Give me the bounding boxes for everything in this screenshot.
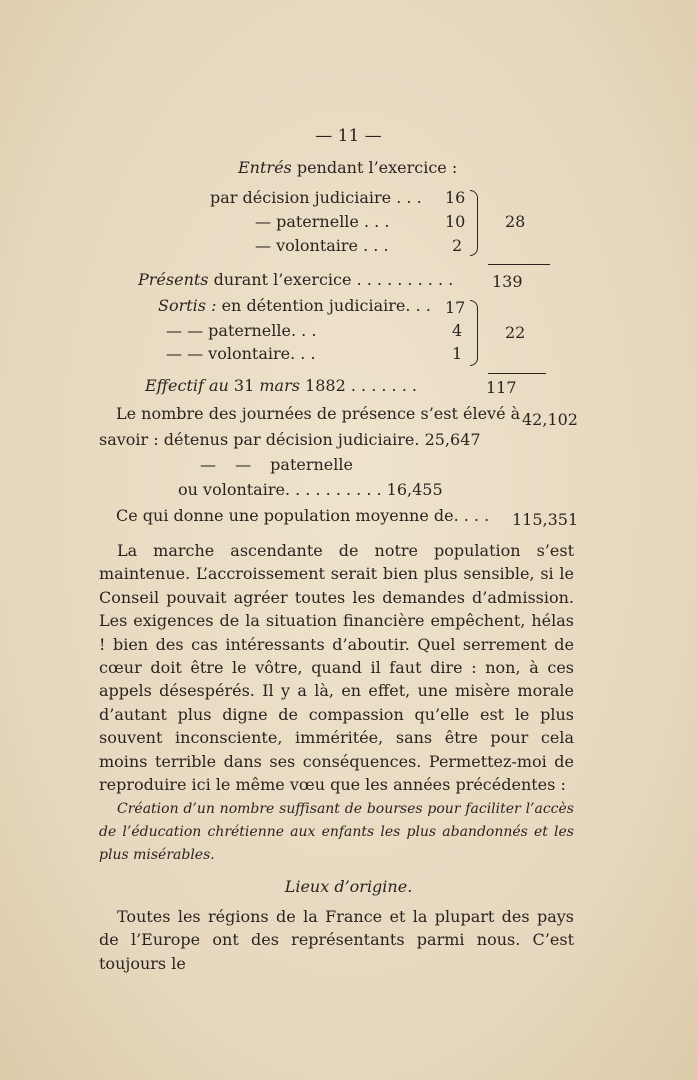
effectif-label-rest: 1882 . . . . . . . (299, 376, 417, 395)
entries-heading (238, 158, 457, 178)
journees-line-4: ou volontaire. . . . . . . . . . 16,455 (178, 480, 443, 499)
entries-row-2-label: — paternelle . . . (255, 212, 390, 231)
journees-average: 115,351 (512, 510, 579, 529)
sortis-row-1-value: 17 (445, 298, 466, 317)
paragraph-origins-text: Toutes les régions de la France et la plupart des pays de l’Europe ont des représentants parmi nous. C’est toujours le (99, 907, 574, 973)
entries-heading-rest: pendant l’exercice : (291, 158, 458, 177)
entries-row-1-label: par décision judiciaire . . . (210, 188, 422, 207)
paragraph-population-text: La marche ascendante de notre population s’est maintenue. L’accroissement serait bien plus sensible, si le Conseil pouvait agréer toutes les demandes d’admission. Les exigences de la situation financière empêchent, hélas ! bien des cas intéressants d’aboutir. Quel serrement de cœur doit être le vôtre, quand il faut dire : non, à ces appels désespérés. Il y a là, en effet, une misère morale d’autant plus digne de compassion qu’elle est le plus souvent inconsciente, imméritée, sans être pour cela moins terrible dans ses conséquences. Permettez-moi de reproduire ici le même vœu que les années précédentes : (99, 541, 574, 795)
effectif-label (145, 376, 417, 396)
presents-value: 139 (492, 272, 523, 291)
journees-line-1: Le nombre des journées de présence s’est élevé à (116, 404, 521, 423)
sortis-row-1 (158, 296, 431, 316)
sortis-row-3-label: — — volontaire. . . (166, 344, 316, 363)
quote-wish-text: Création d’un nombre suffisant de bourses pour faciliter l’accès de l’éducation chrétienne aux enfants les plus abandonnés et les plus misérables. (99, 801, 574, 863)
effectif-label-italic-2: mars (259, 376, 300, 395)
entries-row-2-value: 10 (445, 212, 466, 231)
paragraph-population (99, 539, 574, 796)
paragraph-origins (99, 905, 574, 975)
entries-rule (488, 264, 550, 265)
entries-row-1-value: 16 (445, 188, 466, 207)
sortis-rule (488, 373, 546, 374)
presents-label-italic: Présents (138, 270, 209, 289)
journees-line-5: Ce qui donne une population moyenne de. . . . (116, 506, 490, 525)
sortis-row-1-label: en détention judiciaire. . . (221, 296, 431, 315)
sortis-row-3-value: 1 (452, 344, 463, 363)
effectif-value: 117 (486, 378, 517, 397)
page-number: — 11 — (315, 126, 382, 146)
entries-brace (470, 190, 478, 256)
journees-total: 42,102 (522, 410, 578, 429)
entries-total: 28 (505, 212, 526, 231)
effectif-label-date: 31 (228, 376, 260, 395)
sortis-brace (470, 300, 478, 366)
quote-wish (99, 798, 574, 867)
sortis-row-2-label: — — paternelle. . . (166, 321, 317, 340)
sortis-row-2-value: 4 (452, 321, 463, 340)
entries-row-3-value: 2 (452, 236, 463, 255)
entries-row-3-label: — volontaire . . . (255, 236, 389, 255)
journees-line-3: — — paternelle (200, 455, 353, 474)
section-heading: Lieux d’origine. (284, 877, 413, 896)
sortis-label-italic: Sortis : (158, 296, 217, 315)
entries-heading-italic: Entrés (238, 158, 292, 177)
presents-label (138, 270, 453, 290)
effectif-label-italic-1: Effectif au (145, 376, 229, 395)
journees-line-2: savoir : détenus par décision judiciaire. 25,647 (99, 430, 481, 449)
sortis-total: 22 (505, 323, 526, 342)
presents-label-rest: durant l’exercice . . . . . . . . . . (208, 270, 454, 289)
